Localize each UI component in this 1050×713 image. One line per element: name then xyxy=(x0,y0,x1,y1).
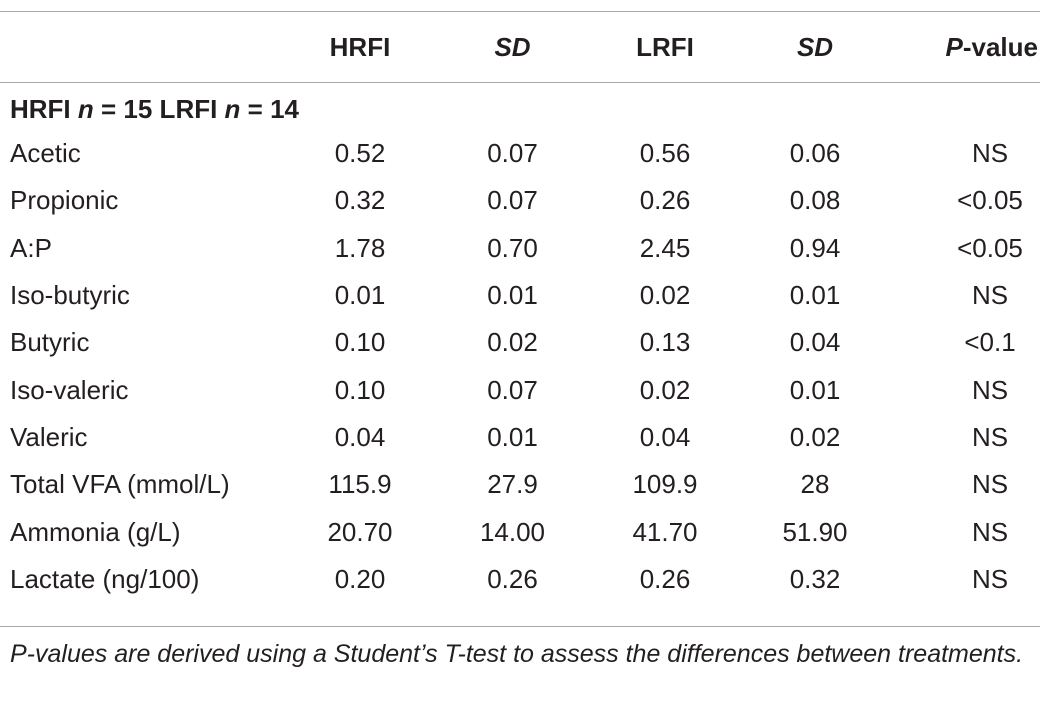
cell-hrfi: 20.70 xyxy=(327,516,393,547)
cell-p-value: <0.05 xyxy=(957,185,1023,216)
cell-sd-hrfi: 0.01 xyxy=(487,421,538,452)
header-sd-lrfi: SD xyxy=(796,31,834,62)
row-label: Butyric xyxy=(10,327,90,358)
cell-p-value: NS xyxy=(971,421,1009,452)
cell-lrfi: 0.02 xyxy=(639,280,691,311)
header-p-rest: -value xyxy=(962,31,1038,62)
row-label: Acetic xyxy=(10,138,81,169)
cell-lrfi: 0.04 xyxy=(639,421,691,452)
cell-hrfi: 0.52 xyxy=(334,138,386,169)
row-label: Total VFA (mmol/L) xyxy=(10,469,230,500)
cell-sd-lrfi: 0.32 xyxy=(789,563,841,594)
cell-p-value: NS xyxy=(971,516,1009,547)
group-row xyxy=(0,82,1040,130)
cell-lrfi: 0.56 xyxy=(639,138,691,169)
cell-hrfi: 0.04 xyxy=(334,421,386,452)
table-row xyxy=(0,319,1040,366)
row-label: Iso-valeric xyxy=(10,374,129,405)
cell-sd-lrfi: 0.04 xyxy=(789,327,841,358)
cell-lrfi: 0.13 xyxy=(639,327,691,358)
header-sd-hrfi: SD xyxy=(494,31,531,62)
cell-p-value: NS xyxy=(971,469,1009,500)
row-label: Lactate (ng/100) xyxy=(10,563,200,594)
cell-lrfi: 109.9 xyxy=(632,469,698,500)
cell-p-value: <0.1 xyxy=(964,327,1016,358)
cell-p-value: NS xyxy=(971,138,1009,169)
header-lrfi: LRFI xyxy=(636,31,694,62)
cell-hrfi: 0.32 xyxy=(334,185,386,216)
cell-sd-lrfi: 0.02 xyxy=(789,421,841,452)
group-n2-rest: = 14 xyxy=(240,93,299,124)
group-label xyxy=(0,82,1040,130)
cell-sd-lrfi: 0.06 xyxy=(789,138,841,169)
cell-sd-hrfi: 14.00 xyxy=(479,516,546,547)
table-bottom-rule xyxy=(0,626,1040,627)
header-hrfi: HRFI xyxy=(329,31,391,62)
cell-sd-hrfi: 0.07 xyxy=(487,185,538,216)
row-label: A:P xyxy=(10,232,52,263)
cell-sd-lrfi: 0.94 xyxy=(789,232,841,263)
cell-sd-hrfi: 27.9 xyxy=(487,469,538,500)
table-row xyxy=(0,461,1040,508)
table-row xyxy=(0,366,1040,413)
cell-lrfi: 41.70 xyxy=(632,516,698,547)
header-label xyxy=(0,12,285,82)
group-hrfi-text: HRFI xyxy=(10,93,78,124)
cell-sd-lrfi: 0.01 xyxy=(789,280,841,311)
cell-hrfi: 1.78 xyxy=(334,232,386,263)
cell-sd-hrfi: 0.01 xyxy=(487,280,538,311)
table-row xyxy=(0,177,1040,224)
table-row xyxy=(0,508,1040,555)
cell-p-value: NS xyxy=(971,563,1009,594)
group-n1-italic: n xyxy=(77,93,94,124)
row-label: Ammonia (g/L) xyxy=(10,516,181,547)
data-table xyxy=(0,12,1040,603)
cell-lrfi: 0.02 xyxy=(639,374,691,405)
table-row xyxy=(0,130,1040,177)
cell-hrfi: 115.9 xyxy=(328,469,392,500)
cell-sd-hrfi: 0.02 xyxy=(487,327,538,358)
row-label: Propionic xyxy=(10,185,119,216)
cell-sd-hrfi: 0.07 xyxy=(487,374,538,405)
table-row xyxy=(0,225,1040,272)
cell-hrfi: 0.20 xyxy=(334,563,386,594)
table-row xyxy=(0,414,1040,461)
cell-sd-hrfi: 0.07 xyxy=(487,138,538,169)
cell-hrfi: 0.10 xyxy=(334,374,386,405)
cell-sd-hrfi: 0.70 xyxy=(487,232,538,263)
table-row xyxy=(0,556,1040,603)
cell-p-value: <0.05 xyxy=(957,232,1023,263)
cell-lrfi: 2.45 xyxy=(639,232,691,263)
cell-sd-hrfi: 0.26 xyxy=(487,563,538,594)
cell-sd-lrfi: 28 xyxy=(800,469,830,500)
row-label: Valeric xyxy=(10,421,88,452)
cell-lrfi: 0.26 xyxy=(639,563,691,594)
group-n2-italic: n xyxy=(224,93,241,124)
cell-hrfi: 0.10 xyxy=(334,327,386,358)
cell-p-value: NS xyxy=(971,374,1009,405)
header-p-italic: P xyxy=(945,31,963,62)
table-footnote: P-values are derived using a Student’s T-test to assess the differences between treatments. xyxy=(10,640,1024,668)
table-header-row xyxy=(0,12,1040,82)
table-row xyxy=(0,272,1040,319)
row-label: Iso-butyric xyxy=(10,280,130,311)
cell-hrfi: 0.01 xyxy=(334,280,386,311)
cell-sd-lrfi: 51.90 xyxy=(782,516,848,547)
group-n1-rest: = 15 LRFI xyxy=(93,93,225,124)
cell-sd-lrfi: 0.08 xyxy=(789,185,841,216)
header-p-value xyxy=(890,12,1040,82)
cell-lrfi: 0.26 xyxy=(639,185,691,216)
cell-sd-lrfi: 0.01 xyxy=(789,374,841,405)
cell-p-value: NS xyxy=(971,280,1009,311)
